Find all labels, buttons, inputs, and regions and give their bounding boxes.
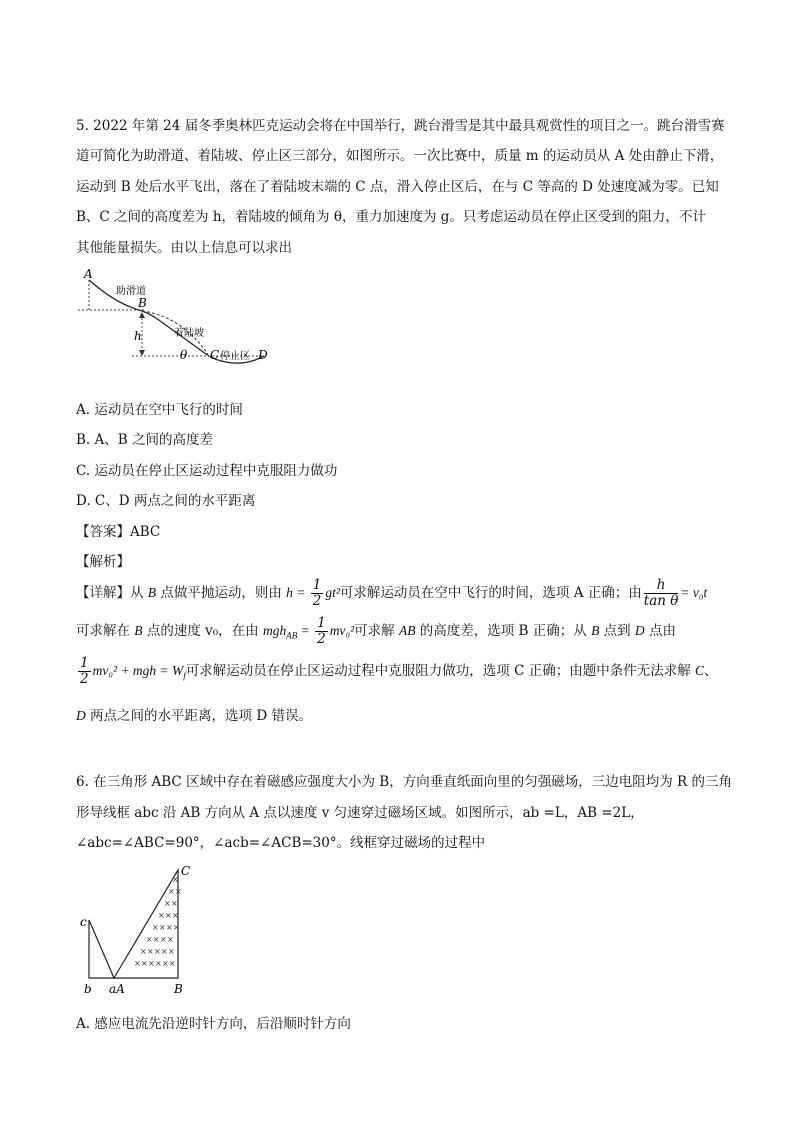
detail-AB: AB (398, 623, 416, 638)
fig5-h-arrow-bottom (139, 350, 145, 356)
field-x-mark: × (146, 935, 153, 944)
field-x-mark: × (140, 947, 147, 956)
field-x-mark: × (152, 923, 159, 932)
detail-point-D: D (634, 623, 645, 638)
field-x-mark: × (159, 923, 166, 932)
detail-text: 、 (704, 663, 718, 679)
fig5-label-slope: 着陆坡 (174, 328, 204, 339)
field-x-mark: × (165, 911, 172, 920)
field-x-mark: × (160, 935, 167, 944)
fraction-den: 2 (317, 631, 326, 647)
q5-text-line-4: B、C 之间的高度差为 h，着陆坡的倾角为 θ，重力加速度为 g。只考虑运动员在停止区受到的阻力，不计 (76, 209, 706, 225)
fraction-num: 1 (80, 655, 89, 671)
detail-tag: 【详解】 (76, 585, 130, 601)
detail-text: 点由 (644, 623, 676, 639)
equation-mv0: mv₀² (329, 623, 355, 638)
fig5-label-D: D (258, 348, 268, 362)
fraction-den: 2 (80, 671, 89, 687)
q5-text-line-2: 道可简化为助滑道、着陆坡、停止区三部分，如图所示。一次比赛中，质量 m 的运动员从 A 处由静止下滑， (76, 148, 724, 164)
q5-option-A: A. 运动员在空中飞行的时间 (76, 402, 243, 418)
field-x-mark: × (168, 947, 175, 956)
field-x-mark: × (164, 899, 171, 908)
field-x-mark: × (134, 959, 141, 968)
fig5-label-C: C (210, 348, 220, 362)
q5-option-B: B. A、B 之间的高度差 (76, 432, 213, 448)
fig5-label-stop: 停止区 (220, 351, 250, 362)
field-x-mark: × (155, 959, 162, 968)
q5-text-line-5: 其他能量损失。由以上信息可以求出 (76, 240, 292, 256)
q5-answer: 【答案】ABC (76, 524, 161, 540)
q6-text-line-3: ∠abc=∠ABC=90°，∠acb=∠ACB=30°。线框穿过磁场的过程中 (76, 835, 486, 851)
detail-text: 的高度差，选项 B 正确；从 (415, 623, 592, 639)
q5-detail-line-3 (76, 656, 718, 691)
q5-analysis-heading: 【解析】 (76, 554, 130, 570)
detail-text: 可求解在 (76, 623, 135, 639)
field-x-mark: × (148, 959, 155, 968)
field-x-mark: × (172, 911, 179, 920)
detail-text: 从 (130, 585, 148, 601)
field-x-mark: × (173, 923, 180, 932)
fig6-label-b: b (84, 982, 92, 996)
fraction-half (311, 578, 324, 609)
detail-text: 可求解 (354, 623, 399, 639)
q5-text-line-3: 运动到 B 处后水平飞出，落在了着陆坡末端的 C 点，滑入停止区后，在与 C 等高的 D 处速度减为零。已知 (76, 179, 719, 195)
fraction-half (78, 656, 91, 687)
fig6-frame-abc (89, 920, 114, 978)
q6-triangle-field-figure (76, 860, 206, 998)
q5-detail-line-2 (76, 616, 676, 651)
fig5-label-B: B (138, 296, 147, 310)
fraction-den: tan θ (643, 593, 679, 609)
fig5-label-theta: θ (180, 348, 188, 362)
detail-point-B: B (147, 585, 157, 600)
equation-sub-f: f (183, 670, 186, 681)
field-x-mark: × (154, 947, 161, 956)
field-x-mark: × (147, 947, 154, 956)
field-x-mark: × (141, 959, 148, 968)
fraction-num: 1 (317, 615, 326, 631)
q5-detail-line-1 (76, 578, 707, 609)
equation-h: h = (286, 585, 309, 600)
q6-text-line-1: 6. 在三角形 ABC 区域中存在着磁感应强度大小为 B，方向垂直纸面向里的匀强磁场，三边电阻均为 R 的三角 (76, 774, 732, 790)
q5-detail-line-4 (76, 704, 312, 724)
q5-option-C: C. 运动员在停止区运动过程中克服阻力做功 (76, 463, 338, 479)
equation-mgh: mgh (262, 623, 287, 638)
field-x-mark: × (175, 887, 182, 896)
detail-point-B: B (591, 623, 600, 638)
detail-point-C: C (695, 663, 705, 678)
fig6-label-c: c (80, 915, 87, 929)
detail-text: 点做平抛运动，则由 (156, 585, 287, 601)
equation-v0t: = v₀t (680, 585, 708, 600)
field-x-mark: × (166, 923, 173, 932)
field-x-mark: × (168, 887, 175, 896)
fraction-num: h (644, 578, 679, 594)
fig5-label-h: h (134, 329, 142, 343)
equation-sub-AB: AB (286, 630, 298, 641)
fig6-label-B: B (174, 982, 183, 996)
detail-text: 可求解运动员在停止区运动过程中克服阻力做功，选项 C 正确；由题中条件无法求解 (185, 663, 696, 679)
q6-text-line-2: 形导线框 abc 沿 AB 方向从 A 点以速度 v 匀速穿过磁场区域。如图所示，ab =L，AB =2L， (76, 805, 644, 821)
q5-ski-jump-figure (76, 266, 276, 384)
detail-text: 两点之间的水平距离，选项 D 错误。 (85, 708, 312, 724)
fraction-den: 2 (312, 593, 322, 609)
fig6-label-aA: aA (109, 982, 125, 996)
field-x-mark: × (171, 899, 178, 908)
fraction-h-tan (644, 578, 679, 609)
detail-point-B: B (134, 623, 143, 638)
q5-text-line-1: 5. 2022 年第 24 届冬季奥林匹克运动会将在中国举行，跳台滑雪是其中最具观赏性的项目之一。跳台滑雪赛 (76, 118, 725, 134)
detail-point-D: D (76, 708, 86, 723)
detail-text: 点到 (599, 623, 635, 639)
fig5-h-arrow-top (139, 312, 145, 318)
fig5-label-A: A (84, 267, 93, 281)
field-x-mark: × (158, 911, 165, 920)
equation-gt2: gt² (325, 585, 340, 600)
q5-option-D: D. C、D 两点之间的水平距离 (76, 493, 256, 509)
detail-text: 可求解运动员在空中飞行的时间，选项 A 正确；由 (339, 585, 642, 601)
field-x-mark: × (169, 959, 176, 968)
fig6-label-C: C (181, 864, 191, 878)
fig6-field-marks (134, 875, 182, 968)
detail-text: 点的速度 v₀，在由 (142, 623, 263, 639)
equation-equals: = (297, 623, 314, 638)
equation-energy: mv₀² + mgh = W (92, 663, 184, 678)
fraction-num: 1 (312, 577, 322, 593)
field-x-mark: × (167, 935, 174, 944)
field-x-mark: × (162, 959, 169, 968)
field-x-mark: × (153, 935, 160, 944)
q6-option-A: A. 感应电流先沿逆时针方向，后沿顺时针方向 (76, 1016, 351, 1032)
field-x-mark: × (172, 875, 179, 884)
fraction-half (315, 616, 328, 647)
field-x-mark: × (161, 947, 168, 956)
fig5-label-run: 助滑道 (116, 286, 146, 297)
